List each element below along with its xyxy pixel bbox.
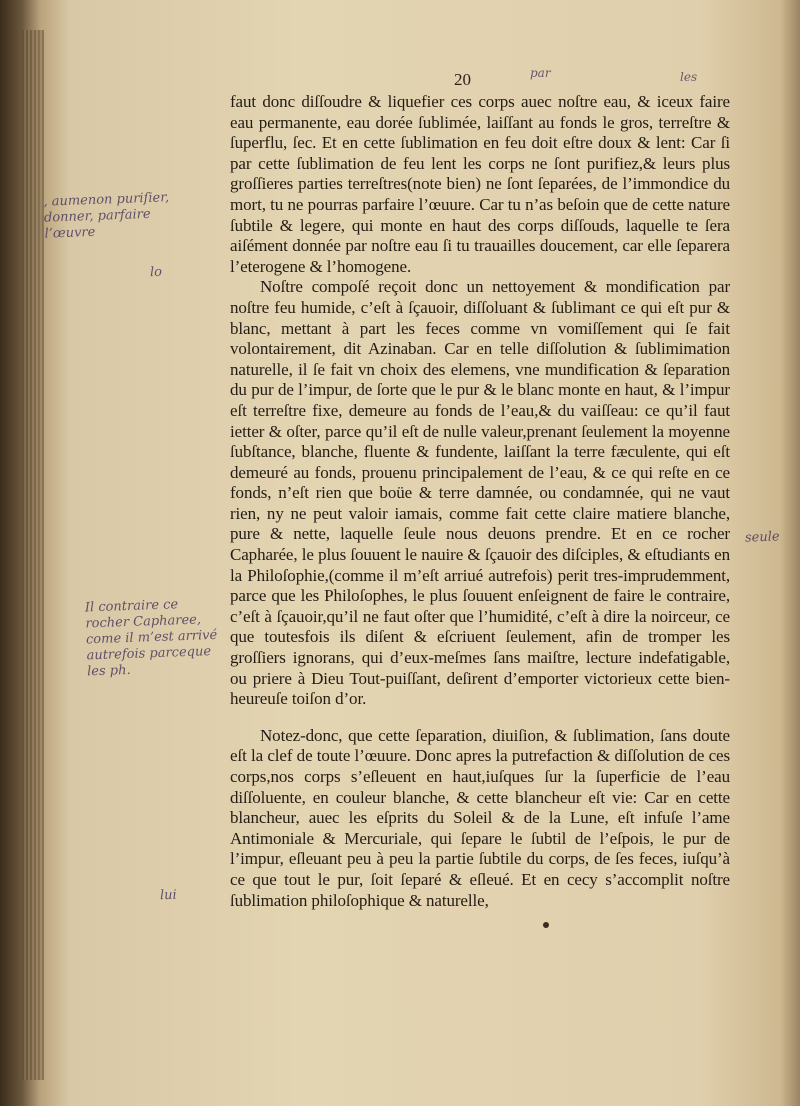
handwritten-margin-note: lui [159, 887, 177, 904]
paragraph-2: Noſtre compoſé reçoit donc un nettoyement & mondification par noſtre feu humide, c’eſt à ſçauoir, diſſoluant & ſublimant ce qui eſt pur & blanc, mettant à part les feces comme vn vomiſſement qui ſe fait volontairement, dit Azinaban. Car en telle diſſolution & ſublimimation naturelle, il ſe fait vn choix des elemens, vne mundification & ſeparation du pur de l’impur, de ſorte que le pur & le blanc monte en haut, & l’impur eſt terreſtre fixe, demeure au fonds de l’eau,& du vaiſſeau: ce qu’il faut ietter & oſter, parce qu’il eſt de nulle valeur,prenant ſeulement la moyenne ſubſtance, blanche, fluente & fundente, laiſſant la terre fæculente, qui eſt demeuré au fonds, prouenu principalement de l’eau, & ce qui reſte en ce fonds, n’eſt rien que boüe & terre damnée, ou condamnée, qui ne vaut rien, ny ne peut valoir iamais, comme fait cette claire matiere blanche, pure & nette, laquelle ſeule nous deuons prendre. Et en ce rocher Capharée, le plus ſouuent le nauire & ſçauoir des diſciples, & eſtudiants en la Philoſophie,(comme il m’eſt arriué autrefois) perit tres-imprudemment, parce que les Philoſophes, le plus ſouuent enſeignent de faire le contraire, c’eſt à ſçauoir,qu’il ne faut oſter que l’humidité, c’eſt à dire la noirceur, ce que toutesfois ils diſent & eſcriuent ſeulement, afin de tromper les groſſiers ignorans, qui d’eux-meſmes ſans maiſtre, lecture indefatigable, ou priere à Dieu Tout-puiſſant, deſirent d’emporter victorieux cette bien-heureuſe toiſon d’or. [230, 277, 730, 709]
ink-blot [543, 922, 549, 928]
paragraph-1: faut donc diſſoudre & liquefier ces corps auec noſtre eau, & iceux faire eau permanente, eau dorée ſublimée, laiſſant au fonds le gros, terreſtre & ſuperflu, ſec. Et en cette ſublimation en feu doit eſtre doux & lent: Car ſi par cette ſublimation de feu lent les corps ne ſont purifiez,& leurs plus groſſieres parties terreſtres(note bien) ne ſont ſeparées, de l’immondice du mort, tu ne pourras parfaire l’œuure. Car tu n’as beſoin que de cette nature ſubtile & legere, qui monte en haut des corps diſſouds, laquelle te ſera aiſément donnée par noſtre eau ſi tu trauailles doucement, car elle ſeparera l’eterogene & l’homogene. [230, 92, 730, 276]
interlinear-note: les [680, 70, 698, 84]
paragraph-gap [230, 710, 730, 726]
handwritten-margin-note: Il contraire ce rocher Capharee, come il m’est arrivé autrefois parceque les ph. [84, 597, 218, 680]
book-page-edges [22, 30, 44, 1080]
handwritten-margin-note: , aumenon puriſier, donner, parfaire l’œuvre [43, 190, 170, 242]
handwritten-margin-note: lo [149, 264, 163, 281]
interlinear-note: par [530, 66, 551, 80]
page-number: 20 [454, 70, 471, 89]
printed-body-text [230, 92, 730, 911]
paragraph-3: Notez-donc, que cette ſeparation, diuiſion, & ſublimation, ſans doute eſt la clef de toute l’œuure. Donc apres la putrefaction & diſſolution de ces corps,nos corps s’eſleuent en haut,iuſques ſur la ſuperficie de l’eau diſſoluente, en couleur blanche, & cette blancheur eſt vie: Car en cette blancheur, auec les eſprits du Soleil & de la Lune, eſt infuſe l’ame Antimoniale & Mercuriale, qui ſepare le ſubtil de l’eſpois, le pur de l’impur, eſleuant peu à peu la partie ſubtile du corps, de ſes feces, iuſqu’à ce que tout le pur, ſoit ſeparé & eſleué. Et en cecy s’accomplit noſtre ſublimation philoſophique & naturelle, [230, 725, 730, 910]
handwritten-margin-note: seule [744, 529, 780, 546]
